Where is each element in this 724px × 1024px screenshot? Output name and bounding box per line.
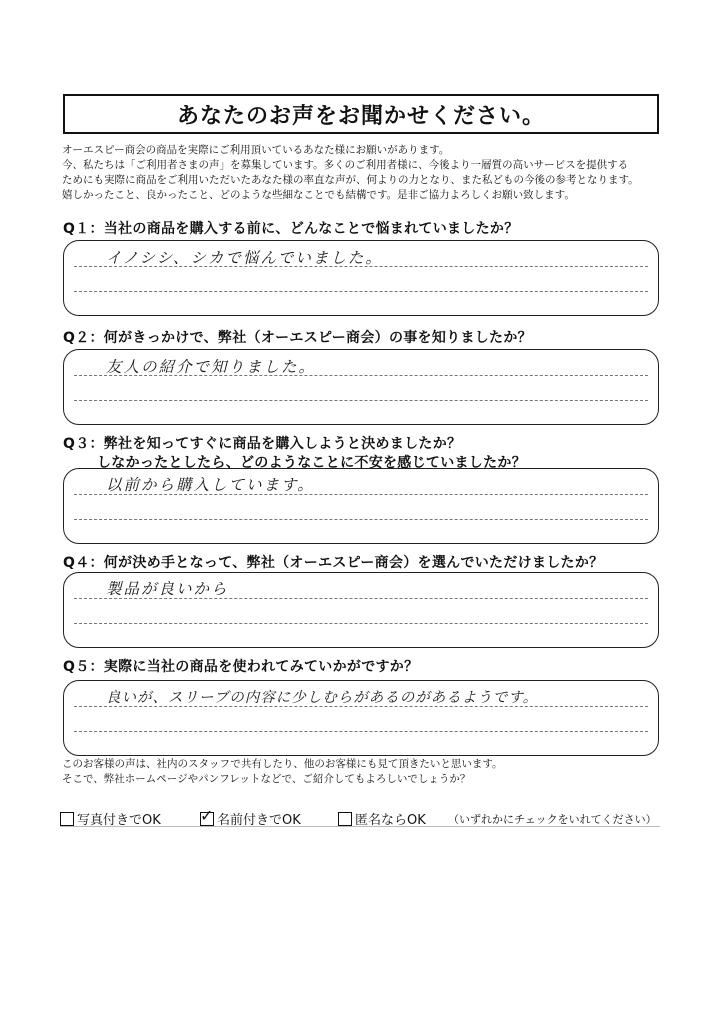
answer-box-3[interactable]	[63, 468, 659, 544]
consent-name-label: 名前付きでOK	[217, 813, 301, 828]
question-4-label: Q４：何が決め手となって、弊社（オーエスピー商会）を選んでいただけましたか？	[63, 555, 604, 571]
consent-anonymous-label: 匿名ならOK	[355, 813, 426, 828]
answer-box-2[interactable]	[63, 349, 659, 425]
question-3-sublabel: しなかったとしたら、どのようなことに不安を感じていましたか？	[97, 455, 526, 471]
checkbox-photo[interactable]	[60, 812, 74, 826]
checkbox-name[interactable]	[200, 805, 214, 826]
intro-text	[62, 143, 672, 203]
divider	[60, 826, 660, 827]
check-mark-icon: ✓	[200, 805, 214, 825]
answer-line	[74, 519, 648, 520]
share-request-text	[62, 757, 502, 787]
question-1-label: Q１：当社の商品を購入する前に、どんなことで悩まれていましたか？	[63, 221, 519, 237]
answer-box-5[interactable]	[63, 680, 659, 756]
answer-2-text: 友人の紹介で知りました。	[106, 358, 317, 376]
intro-line: 今、私たちは「ご利用者さまの声」を募集しています。多くのご利用者様に、今後より一層質の高いサービスを提供する	[62, 159, 629, 171]
answer-line	[74, 400, 648, 401]
answer-4-text: 製品が良いから	[106, 580, 229, 598]
answer-3-text: 以前から購入しています。	[106, 476, 315, 494]
answer-1-text: イノシシ、シカで悩んでいました。	[106, 249, 383, 267]
page-title: あなたのお声をお聞かせください。	[63, 94, 659, 134]
question-5-label: Q５：実際に当社の商品を使われてみていかがですか？	[63, 659, 419, 675]
answer-line	[74, 731, 648, 732]
answer-box-4[interactable]	[63, 572, 659, 648]
intro-line: ためにも実際に商品をご利用いただいたあなた様の率直な声が、何よりの力となり、また私どもの今後の参考となります。	[62, 174, 639, 186]
question-2-label: Q２：何がきっかけで、弊社（オーエスピー商会）の事を知りましたか？	[63, 330, 532, 346]
consent-photo-label: 写真付きでOK	[77, 813, 161, 828]
question-3-label: Q３：弊社を知ってすぐに商品を購入しようと決めましたか？	[63, 436, 462, 452]
answer-5-text: 良いが、スリーブの内容に少しむらがあるのがあるようです。	[106, 690, 539, 706]
share-line: そこで、弊社ホームページやパンフレットなどで、ご紹介してもよろしいでしょうか？	[62, 773, 471, 785]
answer-line	[74, 623, 648, 624]
answer-line	[74, 291, 648, 292]
consent-note: （いずれかにチェックをいれてください）	[448, 813, 657, 826]
intro-line: オーエスピー商会の商品を実際にご利用頂いているあなた様にお願いがあります。	[62, 144, 450, 156]
checkbox-anonymous[interactable]	[338, 812, 352, 826]
answer-box-1[interactable]	[63, 240, 659, 316]
share-line: このお客様の声は、社内のスタッフで共有したり、他のお客様にも見て頂きたいと思います。	[62, 758, 503, 770]
intro-line: 嬉しかったこと、良かったこと、どのような些細なことでも結構です。是非ご協力よろしくお願い致します。	[62, 189, 575, 201]
